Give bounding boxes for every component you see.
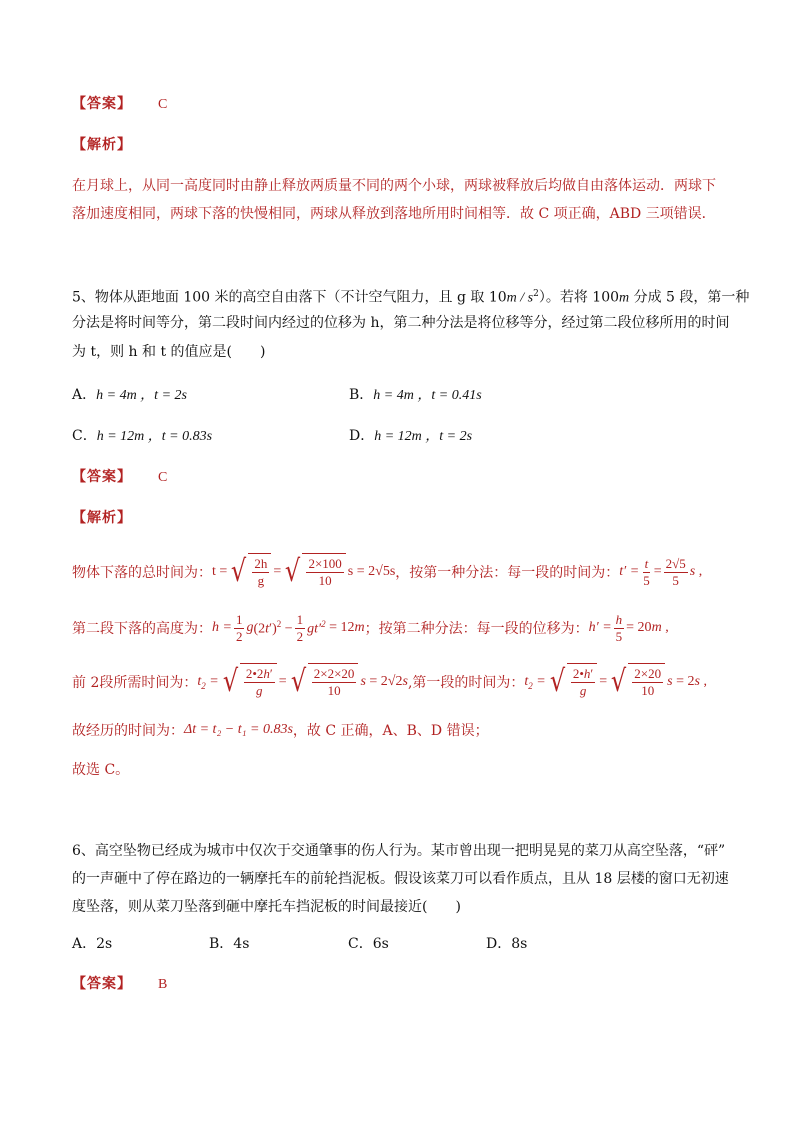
- answer-tag: 【答案】: [72, 469, 132, 485]
- unit-text: m: [619, 290, 630, 306]
- solution-text: ，故 C 正确，A、B、D 错误；: [292, 723, 489, 739]
- sqrt-expr: √ $\frac{2•h'}{g}$: [548, 663, 598, 701]
- answer-value: C: [158, 470, 168, 485]
- solution-formula-2: 第二段下落的高度为： h = $\frac{1}{2}$ g $(2t')^2$ − $\frac{1}{2}$ $gt'^2$ = 12m ；按第二种分法：每一段的位移为： h′ = $\frac{h}{5}$ = 20m ,: [72, 611, 669, 644]
- analysis-tag: 【解析】: [72, 510, 132, 526]
- option-label: A．: [72, 387, 97, 403]
- option-label: B．: [209, 936, 234, 952]
- question-6-line: 度坠落，则从菜刀坠落到砸中摩托车挡泥板的时间最接近( ): [72, 899, 461, 915]
- solution-formula-3: 前 2段所需时间为： $t_2$ = √ $\frac{2•2h'}{g}$ = √ $\frac{2\times 2\times 20}{10}$ s = 2√2s ,第一段的时间为： $t_2$ = √ $\frac{2•h'}{g}$ = √ $\frac{2\times 20}{10}$ s = 2s ,: [72, 664, 707, 699]
- question-text: 分成 5 段，第一种: [629, 289, 750, 306]
- analysis-text-line: 在月球上，从同一高度同时由静止释放两质量不同的两个小球，两球被释放后均做自由落体运动．两球下: [72, 178, 716, 194]
- sqrt-expr: √ $\frac{2\times 2\times 20}{10}$: [289, 663, 359, 701]
- option-d[interactable]: [486, 934, 527, 954]
- option-text: h = 4m ，t = 2s: [96, 388, 187, 403]
- answer-row-5: [72, 467, 167, 488]
- option-text: h = 12m ，t = 2s: [374, 429, 473, 444]
- answer-value: C: [158, 97, 168, 112]
- question-text: 5、物体从距地面 100 米的高空自由落下（不计空气阻力，且 g 取 10: [72, 289, 507, 306]
- question-5-line: 为 t，则 h 和 t 的值应是( ): [72, 344, 266, 360]
- question-6-line: 的一声砸中了停在路边的一辆摩托车的前轮挡泥板。假设该菜刀可以看作质点，且从 18 层楼的窗口无初速: [72, 871, 729, 887]
- option-text: h = 4m ，t = 0.41s: [373, 388, 482, 403]
- option-c[interactable]: [348, 934, 389, 954]
- option-b[interactable]: [349, 385, 482, 406]
- solution-conclusion: 故选 C。: [72, 762, 130, 778]
- solution-expr: Δt = t₂ − t₁ = 0.83s: [184, 722, 293, 737]
- sqrt-expr: √ $\frac{2h}{g}$: [229, 553, 271, 591]
- analysis-tag-row-1: [72, 135, 132, 155]
- answer-row-6: [72, 974, 167, 995]
- solution-formula-1: 物体下落的总时间为： t = √ $\frac{2h}{g}$ = √ $\frac{2\times 100}{10}$ s = 2√5s ，按第一种分法：每一段的时间为： t′ = $\frac{t}{5}$ = $\frac{2√5}{5}$ s ,: [72, 554, 703, 589]
- option-label: A．: [72, 936, 97, 952]
- sqrt-expr: √ $\frac{2\times 100}{10}$: [283, 553, 345, 591]
- analysis-tag: 【解析】: [72, 137, 132, 153]
- solution-text: ，按第一种分法：每一段的时间为：: [395, 565, 620, 581]
- answer-tag: 【答案】: [72, 976, 132, 992]
- analysis-tag-row-5: [72, 508, 132, 528]
- question-5-line: 5、物体从距地面 100 米的高空自由落下（不计空气阻力，且 g 取 $10m / s^2$）。若将 100m 分成 5 段，第一种: [72, 289, 750, 306]
- unit-text: m / s: [506, 290, 534, 306]
- question-6-line: 6、高空坠物已经成为城市中仅次于交通肇事的伤人行为。某市曾出现一把明晃晃的菜刀从高空坠落，“砰”: [72, 843, 726, 859]
- option-d[interactable]: [349, 426, 472, 447]
- question-5-line: 分法是将时间等分，第二段时间内经过的位移为 h，第二种分法是将位移等分，经过第二段位移所用的时间: [72, 315, 730, 331]
- option-text: 8s: [511, 936, 528, 952]
- question-text: ）。若将 100: [538, 289, 620, 306]
- option-label: C．: [72, 428, 97, 444]
- answer-tag: 【答案】: [72, 96, 132, 112]
- option-text: 2s: [96, 936, 113, 952]
- solution-text: ；按第二种分法：每一段的位移为：: [364, 621, 589, 637]
- option-label: C．: [348, 936, 373, 952]
- solution-text: 物体下落的总时间为：: [72, 565, 212, 581]
- option-label: D．: [486, 936, 512, 952]
- answer-row-1: [72, 94, 167, 115]
- solution-text: 故经历的时间为：: [72, 723, 184, 739]
- solution-text: ,第一段的时间为：: [407, 675, 525, 691]
- analysis-text-line: 落加速度相同，两球下落的快慢相同，两球从释放到落地所用时间相等．故 C 项正确，ABD 三项错误．: [72, 206, 716, 222]
- option-label: D．: [349, 428, 375, 444]
- option-text: 6s: [372, 936, 389, 952]
- option-label: B．: [349, 387, 374, 403]
- option-a[interactable]: [72, 385, 187, 406]
- option-text: h = 12m ，t = 0.83s: [96, 429, 213, 444]
- solution-text: 前 2段所需时间为：: [72, 675, 198, 691]
- sqrt-expr: √ $\frac{2•2h'}{g}$: [221, 663, 277, 701]
- solution-text: 第二段下落的高度为：: [72, 621, 212, 637]
- option-b[interactable]: [209, 934, 249, 954]
- option-text: 4s: [233, 936, 250, 952]
- option-c[interactable]: [72, 426, 212, 447]
- sqrt-expr: √ $\frac{2\times 20}{10}$: [609, 663, 665, 701]
- solution-formula-4: [72, 718, 489, 742]
- option-a[interactable]: [72, 934, 112, 954]
- answer-value: B: [158, 977, 168, 992]
